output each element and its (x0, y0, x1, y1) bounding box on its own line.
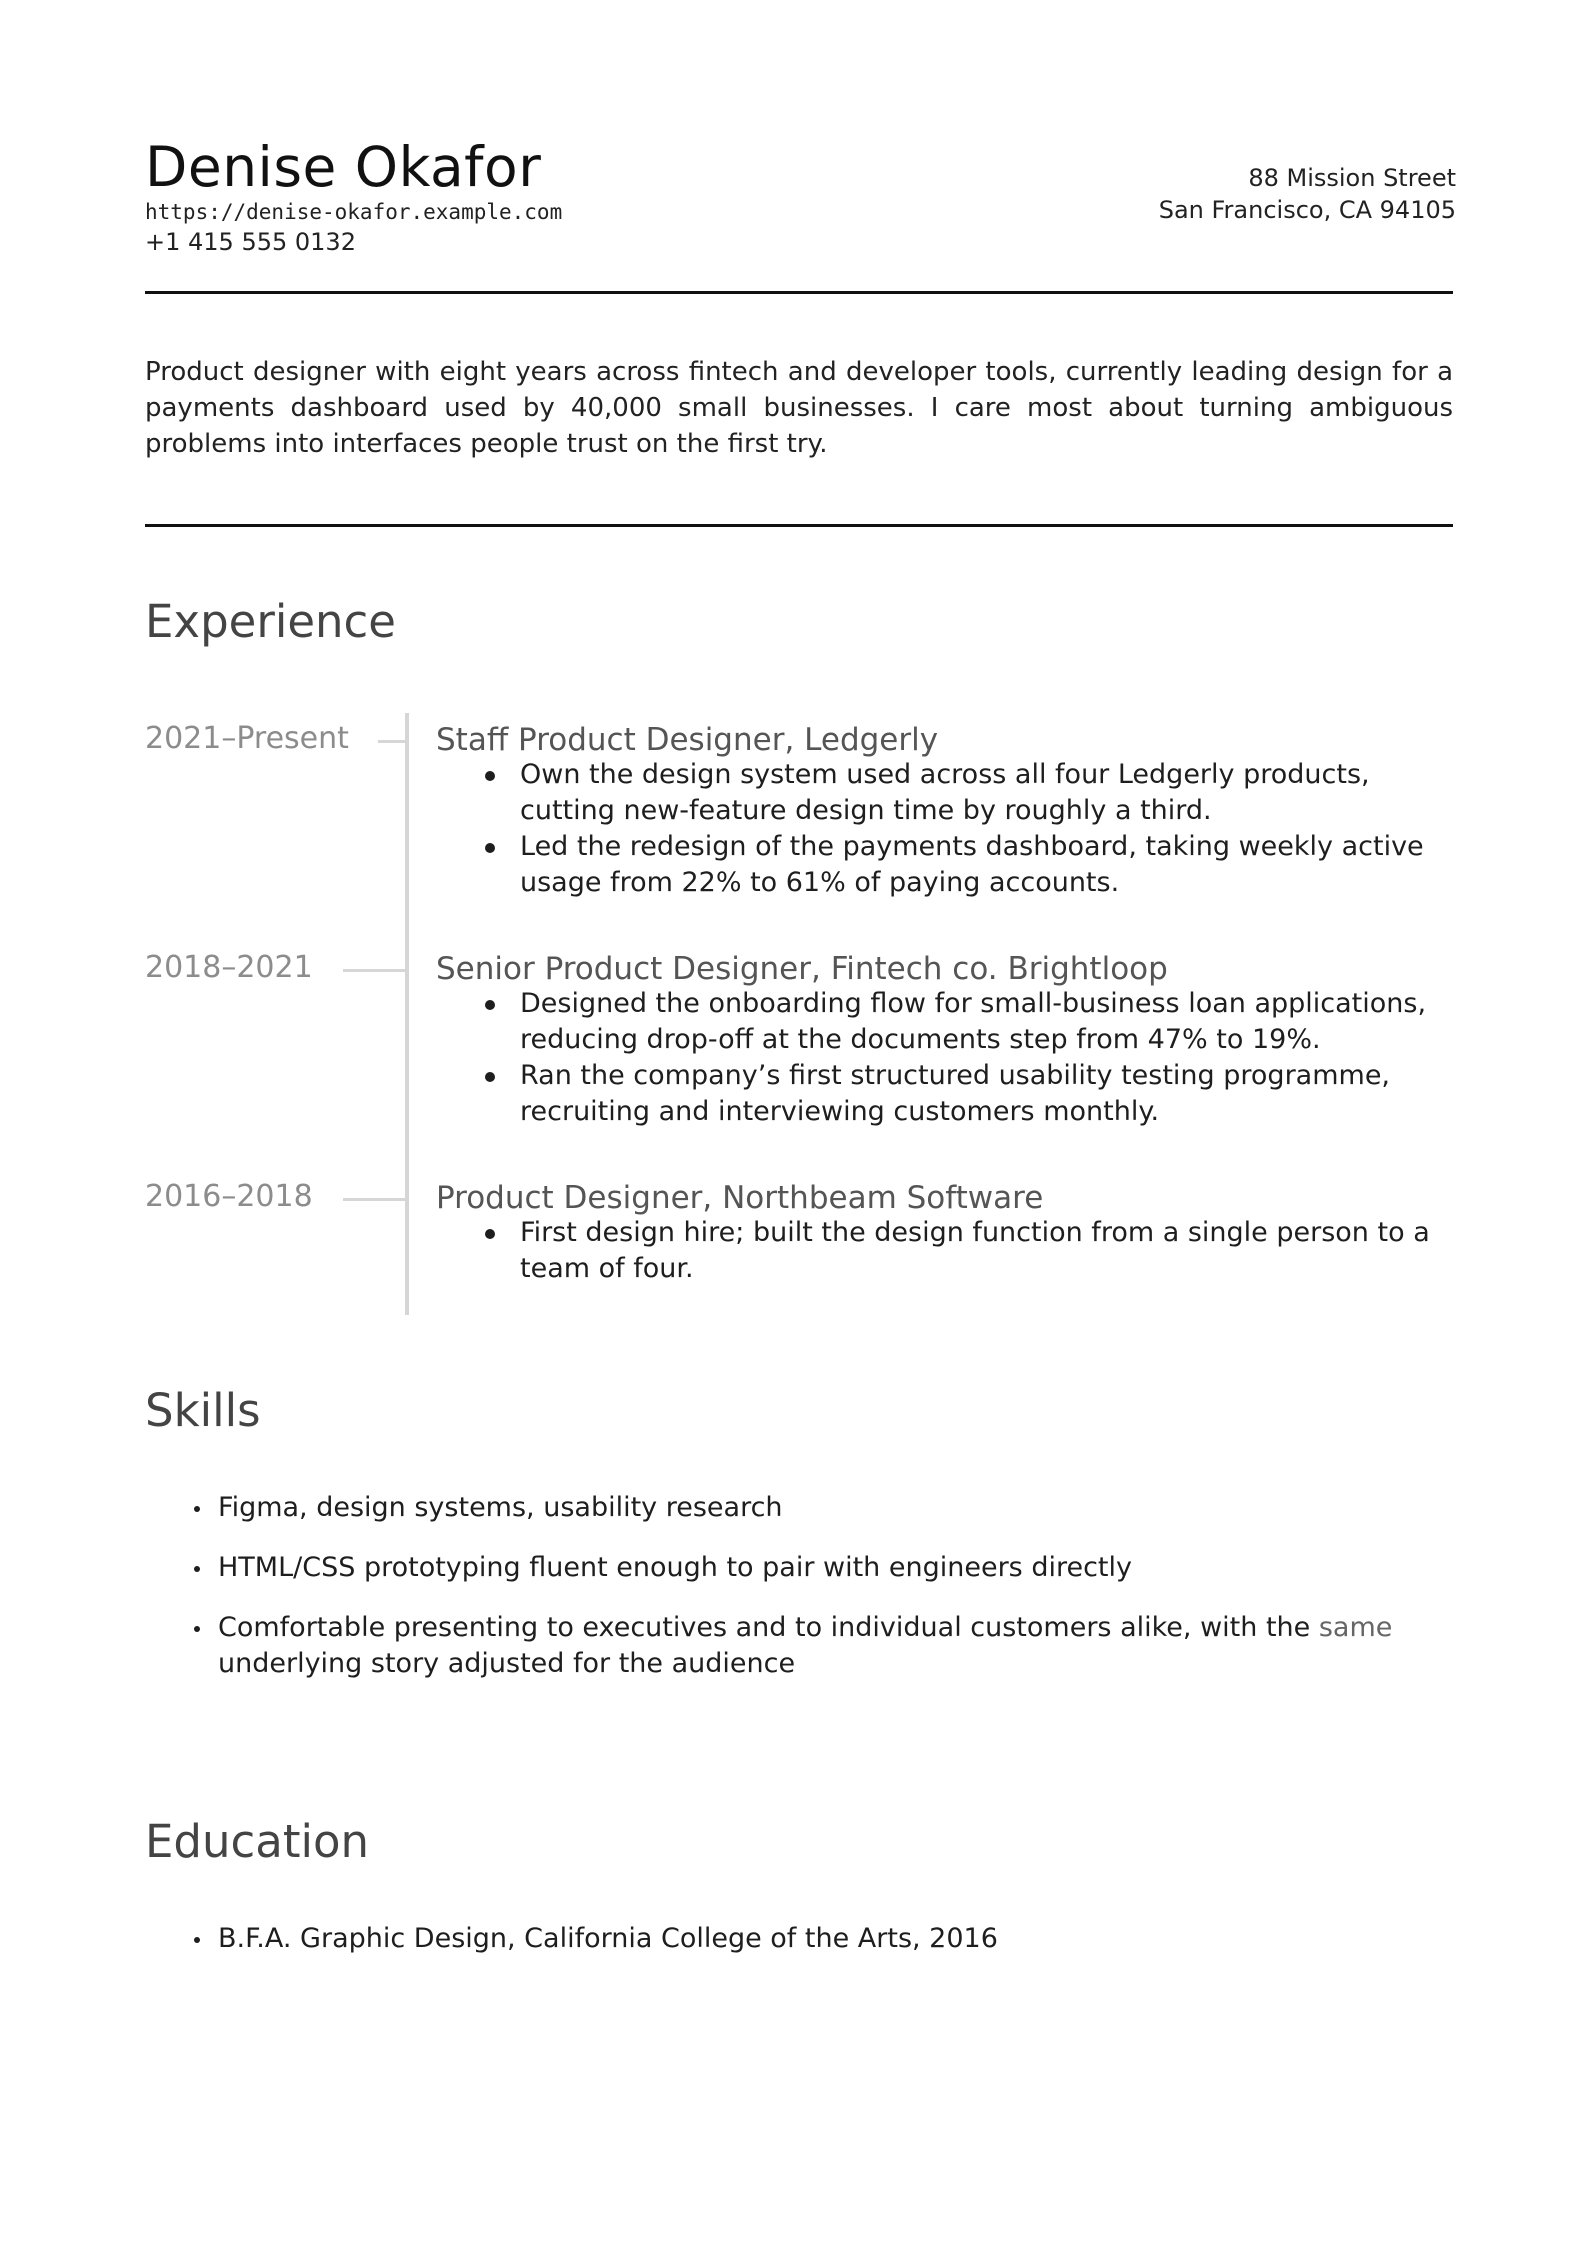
bullet-icon (485, 1072, 495, 1082)
experience-dates: 2018–2021 (145, 950, 313, 985)
phone-number: +1 415 555 0132 (145, 228, 356, 256)
bullet-icon (485, 1000, 495, 1010)
education-heading: Education (145, 1815, 370, 1868)
experience-bullet: Designed the onboarding flow for small-business loan applications, reducing drop-off at the documents step from 47% to 19%. (436, 986, 1453, 1058)
highlighted-word: same (1318, 1612, 1393, 1643)
experience-bullet: First design hire; built the design function from a single person to a team of four. (436, 1215, 1453, 1287)
bullet-icon (194, 1626, 200, 1632)
bullet-icon (485, 1229, 495, 1239)
timeline-connector (343, 969, 405, 972)
skill-item: HTML/CSS prototyping fluent enough to pair with engineers directly (145, 1550, 1453, 1586)
experience-bullet-list (436, 757, 1453, 901)
bullet-icon (194, 1506, 200, 1512)
address (1159, 162, 1456, 226)
summary-divider (145, 524, 1453, 527)
experience-role: Senior Product Designer, Fintech co. Brightloop (436, 951, 1168, 987)
bullet-icon (485, 771, 495, 781)
experience-bullet: Led the redesign of the payments dashboard, taking weekly active usage from 22% to 61% of paying accounts. (436, 829, 1453, 901)
timeline-connector (378, 740, 405, 743)
experience-role: Staff Product Designer, Ledgerly (436, 722, 939, 758)
skill-item: Figma, design systems, usability research (145, 1490, 1453, 1526)
timeline-line (405, 713, 409, 1315)
experience-bullet: Ran the company’s first structured usability testing programme, recruiting and interviewing customers monthly. (436, 1058, 1453, 1130)
experience-dates: 2021–Present (145, 721, 349, 756)
experience-bullet-list (436, 1215, 1453, 1287)
skill-item: Comfortable presenting to executives and to individual customers alike, with the same underlying story adjusted for the audience (145, 1610, 1453, 1682)
skills-heading: Skills (145, 1384, 261, 1437)
experience-heading: Experience (145, 595, 396, 648)
education-list (145, 1921, 1453, 1957)
website-link[interactable]: https://denise-okafor.example.com (145, 200, 563, 224)
address-line-2: San Francisco, CA 94105 (1158, 196, 1456, 224)
summary-paragraph: Product designer with eight years across fintech and developer tools, currently leading design for a payments dashboard used by 40,000 small businesses. I care most about turning ambiguous problems into interfaces people trust on the first try. (145, 357, 1453, 459)
experience-role: Product Designer, Northbeam Software (436, 1180, 1044, 1216)
bullet-icon (194, 1566, 200, 1572)
experience-bullet-list (436, 986, 1453, 1130)
candidate-name: Denise Okafor (145, 135, 542, 199)
skills-list (145, 1490, 1453, 1706)
header-divider (145, 291, 1453, 294)
address-line-1: 88 Mission Street (1248, 164, 1456, 192)
bullet-icon (194, 1937, 200, 1943)
experience-dates: 2016–2018 (145, 1179, 313, 1214)
education-item: B.F.A. Graphic Design, California College of the Arts, 2016 (145, 1921, 1453, 1957)
bullet-icon (485, 843, 495, 853)
experience-bullet: Own the design system used across all four Ledgerly products, cutting new-feature design time by roughly a third. (436, 757, 1453, 829)
timeline-connector (343, 1198, 405, 1201)
